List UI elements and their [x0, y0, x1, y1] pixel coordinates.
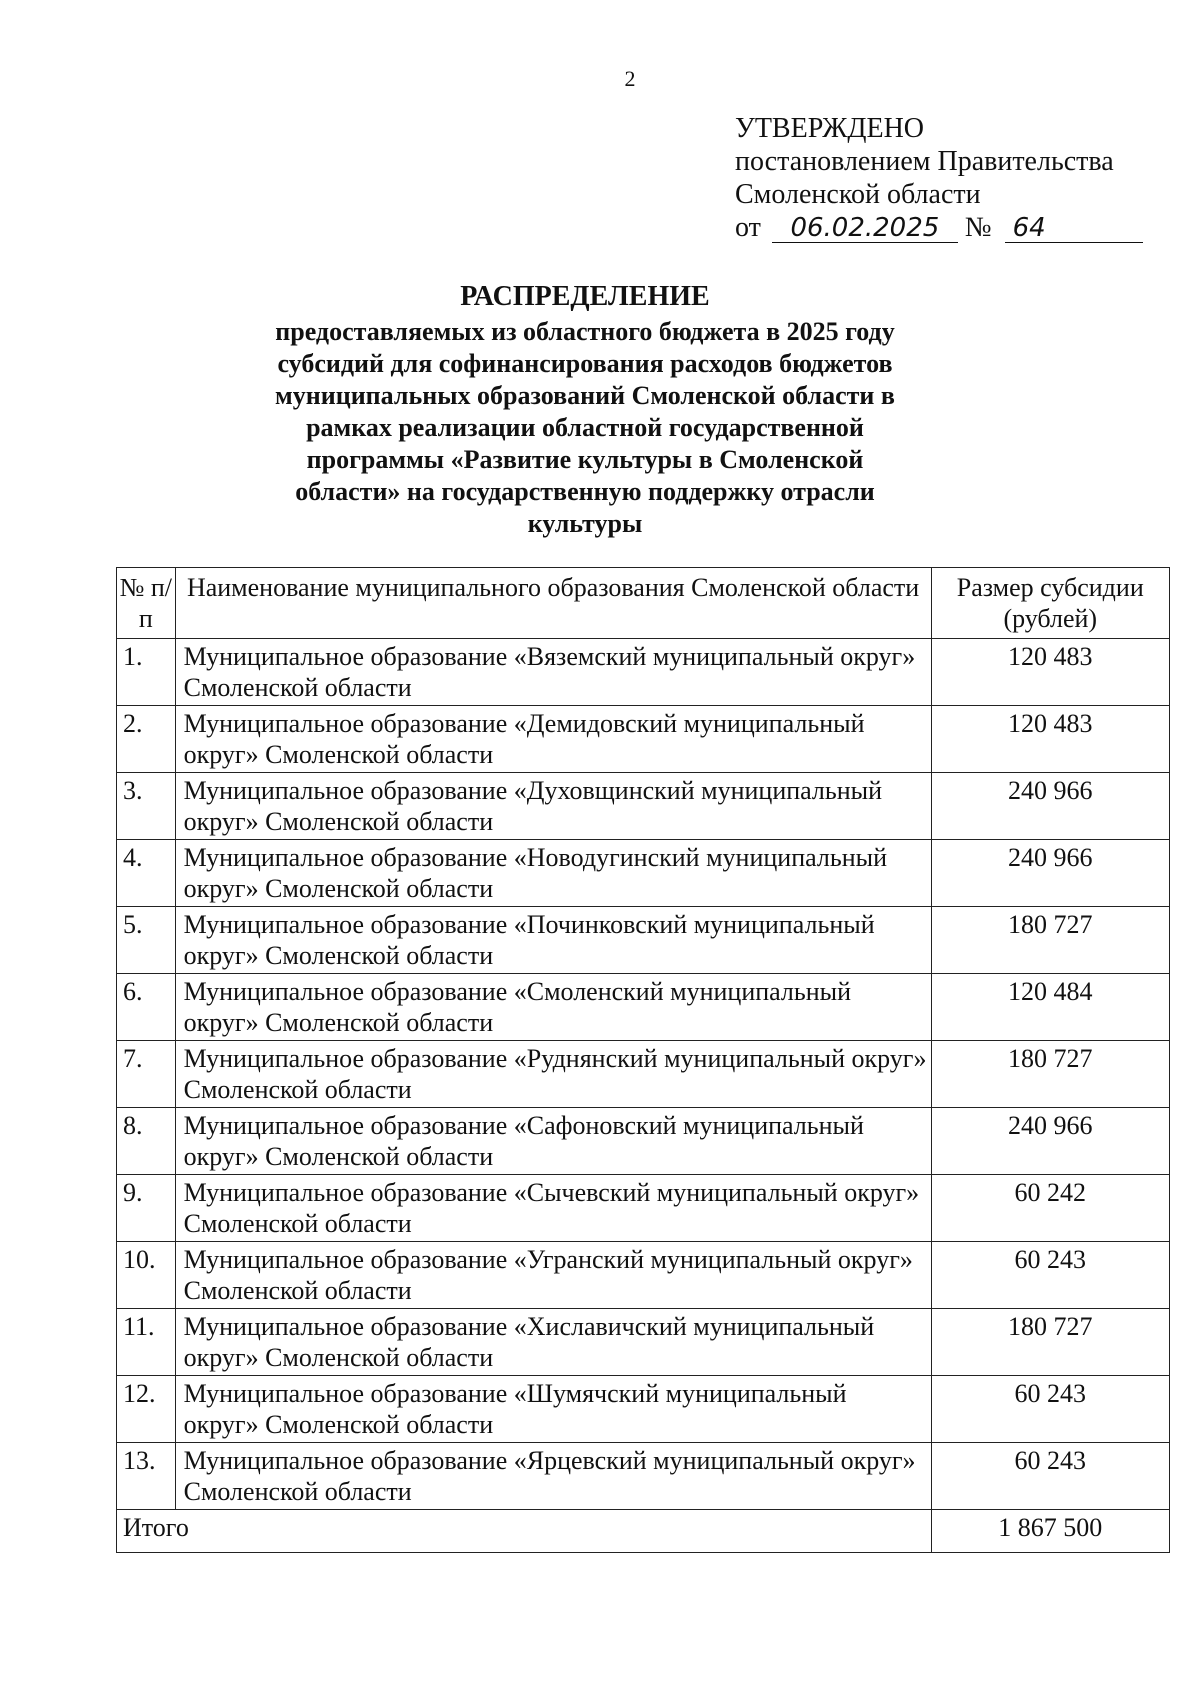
table-row: [117, 1376, 1170, 1443]
approval-block: [735, 112, 1155, 244]
total-row: [117, 1510, 1170, 1553]
header-municipality: Наименование муниципального образования Смоленской области: [175, 568, 931, 639]
number-prefix: №: [964, 212, 992, 243]
row-amount: 240 966: [931, 840, 1169, 907]
row-number: 4.: [117, 840, 176, 907]
table-row: [117, 840, 1170, 907]
row-municipality: Муниципальное образование «Ярцевский муниципальный округ» Смоленской области: [175, 1443, 931, 1510]
row-municipality: Муниципальное образование «Духовщинский муниципальный округ» Смоленской области: [175, 773, 931, 840]
row-amount: 120 483: [931, 639, 1169, 706]
header-amount: Размер субсидии (рублей): [931, 568, 1169, 639]
total-amount: 1 867 500: [931, 1510, 1169, 1553]
subtitle-line: области» на государственную поддержку отрасли: [295, 477, 875, 506]
table-row: [117, 1041, 1170, 1108]
row-amount: 60 243: [931, 1443, 1169, 1510]
row-number: 2.: [117, 706, 176, 773]
table-row: [117, 1175, 1170, 1242]
table-row: [117, 773, 1170, 840]
approval-date-line: [735, 211, 1155, 244]
row-amount: 180 727: [931, 1309, 1169, 1376]
subtitle-line: программы «Развитие культуры в Смоленской: [306, 445, 864, 474]
handwritten-number: 64: [1005, 214, 1143, 243]
row-number: 7.: [117, 1041, 176, 1108]
table-row: [117, 1309, 1170, 1376]
row-municipality: Муниципальное образование «Демидовский муниципальный округ» Смоленской области: [175, 706, 931, 773]
approval-region: Смоленской области: [735, 179, 981, 210]
subtitle-line: муниципальных образований Смоленской области в: [275, 381, 895, 410]
document-title: [240, 280, 930, 540]
row-municipality: Муниципальное образование «Хиславичский муниципальный округ» Смоленской области: [175, 1309, 931, 1376]
table-row: [117, 907, 1170, 974]
row-municipality: Муниципальное образование «Угранский муниципальный округ» Смоленской области: [175, 1242, 931, 1309]
row-amount: 60 243: [931, 1376, 1169, 1443]
row-amount: 60 243: [931, 1242, 1169, 1309]
row-amount: 60 242: [931, 1175, 1169, 1242]
row-municipality: Муниципальное образование «Новодугинский муниципальный округ» Смоленской области: [175, 840, 931, 907]
row-municipality: Муниципальное образование «Смоленский муниципальный округ» Смоленской области: [175, 974, 931, 1041]
subsidy-table: [116, 567, 1170, 1553]
table-row: [117, 1242, 1170, 1309]
total-label: Итого: [117, 1510, 932, 1553]
row-municipality: Муниципальное образование «Починковский муниципальный округ» Смоленской области: [175, 907, 931, 974]
row-amount: 120 483: [931, 706, 1169, 773]
row-municipality: Муниципальное образование «Сафоновский муниципальный округ» Смоленской области: [175, 1108, 931, 1175]
row-municipality: Муниципальное образование «Сычевский муниципальный округ» Смоленской области: [175, 1175, 931, 1242]
subtitle-line: предоставляемых из областного бюджета в 2025 году: [275, 317, 895, 346]
header-number: № п/п: [117, 568, 176, 639]
approval-issuer: постановлением Правительства: [735, 146, 1114, 177]
row-amount: 240 966: [931, 773, 1169, 840]
row-municipality: Муниципальное образование «Шумячский муниципальный округ» Смоленской области: [175, 1376, 931, 1443]
date-prefix: от: [735, 212, 761, 243]
table-row: [117, 706, 1170, 773]
title-heading: РАСПРЕДЕЛЕНИЕ: [460, 281, 710, 312]
row-number: 5.: [117, 907, 176, 974]
subtitle-line: рамках реализации областной государственной: [306, 413, 864, 442]
row-amount: 180 727: [931, 907, 1169, 974]
row-number: 3.: [117, 773, 176, 840]
row-number: 9.: [117, 1175, 176, 1242]
row-municipality: Муниципальное образование «Вяземский муниципальный округ» Смоленской области: [175, 639, 931, 706]
table-row: [117, 974, 1170, 1041]
table-body: [117, 639, 1170, 1510]
row-number: 11.: [117, 1309, 176, 1376]
row-amount: 240 966: [931, 1108, 1169, 1175]
row-number: 8.: [117, 1108, 176, 1175]
row-number: 12.: [117, 1376, 176, 1443]
row-number: 10.: [117, 1242, 176, 1309]
table-row: [117, 1108, 1170, 1175]
subtitle-line: субсидий для софинансирования расходов бюджетов: [277, 349, 893, 378]
table-row: [117, 639, 1170, 706]
approval-heading: УТВЕРЖДЕНО: [735, 113, 925, 144]
page-number: 2: [624, 66, 636, 91]
handwritten-date: 06.02.2025: [772, 214, 958, 243]
table-row: [117, 1443, 1170, 1510]
row-number: 6.: [117, 974, 176, 1041]
row-amount: 180 727: [931, 1041, 1169, 1108]
row-number: 1.: [117, 639, 176, 706]
table-header-row: [117, 568, 1170, 639]
title-subtitle: [240, 316, 930, 540]
row-municipality: Муниципальное образование «Руднянский муниципальный округ» Смоленской области: [175, 1041, 931, 1108]
subtitle-line: культуры: [527, 509, 643, 538]
row-amount: 120 484: [931, 974, 1169, 1041]
row-number: 13.: [117, 1443, 176, 1510]
